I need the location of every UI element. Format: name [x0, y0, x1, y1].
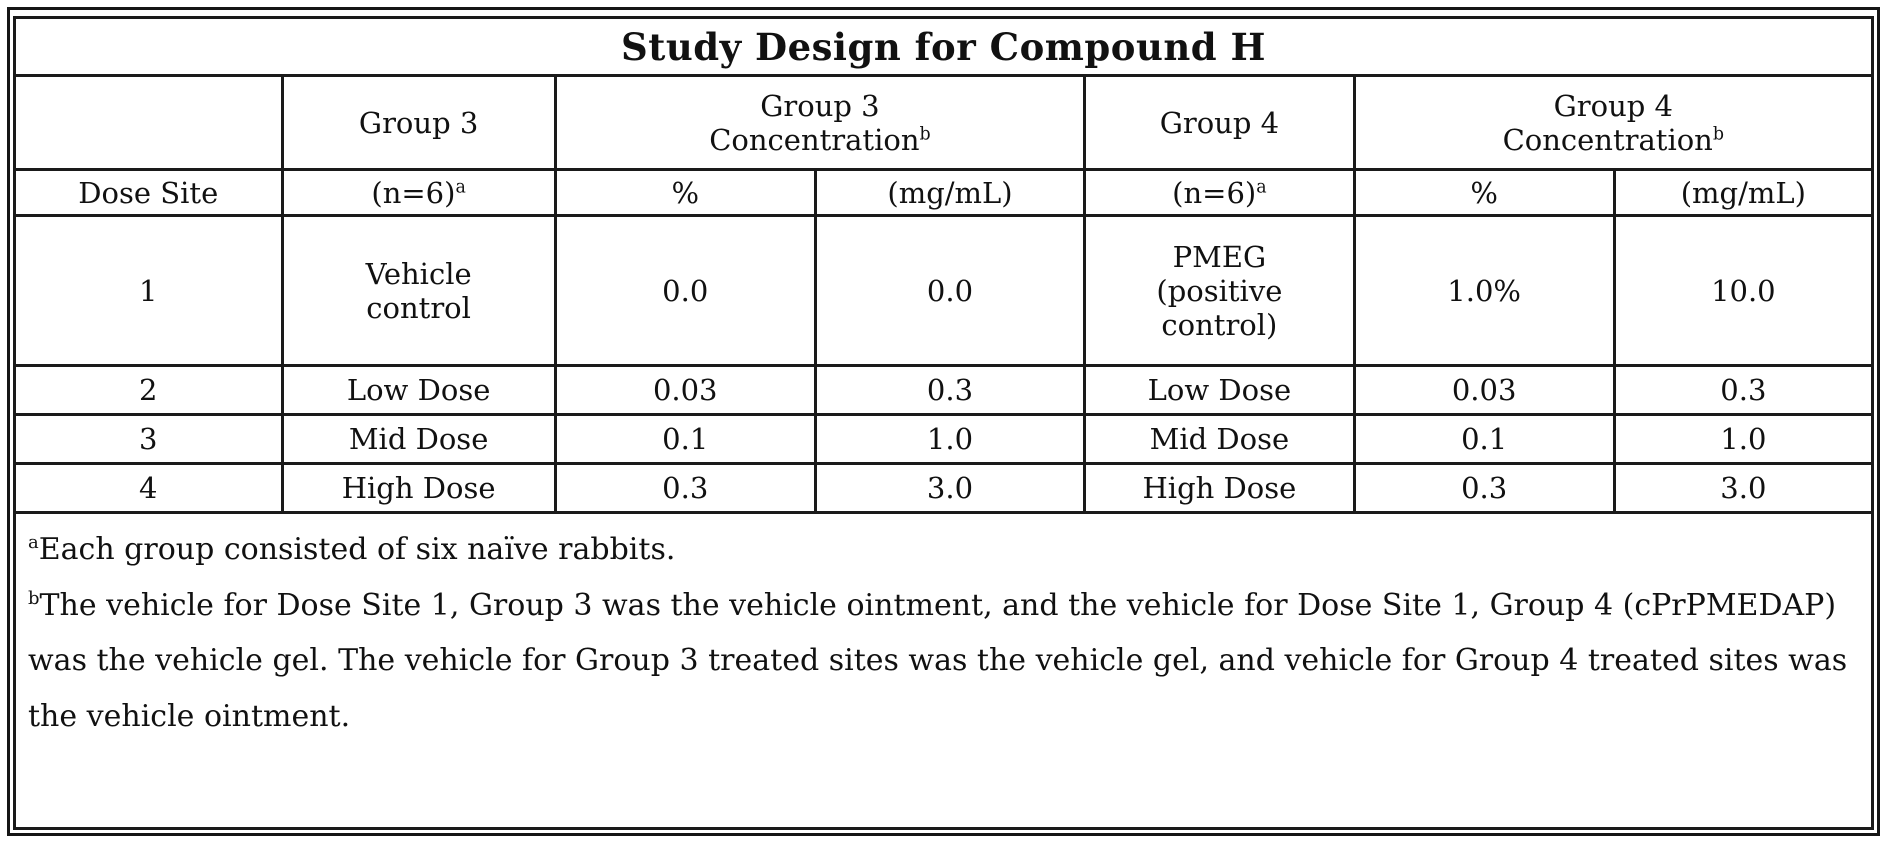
g4-treatment-cell: Low Dose	[1085, 366, 1354, 415]
g3-percent-cell: 0.3	[555, 464, 815, 513]
table-row	[15, 366, 1873, 415]
header-row-units	[15, 170, 1873, 216]
col-header-group4	[1085, 76, 1354, 170]
g3-percent-cell: 0.1	[555, 415, 815, 464]
col-header-g3-percent: %	[555, 170, 815, 216]
col-header-g4-mgml: (mg/mL)	[1614, 170, 1872, 216]
footnote-a-marker: a	[28, 532, 39, 553]
g4-n-label: (n=6)	[1172, 175, 1257, 210]
group3-label: Group 3	[358, 105, 479, 140]
g4-mgml-cell: 3.0	[1614, 464, 1872, 513]
g4-mgml-cell: 0.3	[1614, 366, 1872, 415]
footnote-a-text: Each group consisted of six naïve rabbits.	[38, 532, 676, 567]
g3-mgml-cell: 0.0	[815, 216, 1084, 366]
g4-percent-cell: 0.1	[1354, 415, 1614, 464]
g4-treatment-cell: PMEG (positive control)	[1085, 216, 1354, 366]
g4-treatment-cell: Mid Dose	[1085, 415, 1354, 464]
table-row	[15, 216, 1873, 366]
table-row	[15, 464, 1873, 513]
col-header-group3	[282, 76, 555, 170]
g3-treatment-cell: Vehicle control	[282, 216, 555, 366]
g4-percent-cell: 1.0%	[1354, 216, 1614, 366]
g4-treatment-cell: High Dose	[1085, 464, 1354, 513]
footnote-a	[28, 522, 1857, 578]
empty-corner-cell	[15, 76, 283, 170]
col-header-g3-mgml: (mg/mL)	[815, 170, 1084, 216]
dose-site-cell: 1	[15, 216, 283, 366]
footnotes-row	[15, 513, 1873, 829]
header-row-groups	[15, 76, 1873, 170]
title-row	[15, 18, 1873, 76]
g3-percent-cell: 0.03	[555, 366, 815, 415]
col-header-g3-n	[282, 170, 555, 216]
dose-site-cell: 4	[15, 464, 283, 513]
col-header-g4-n	[1085, 170, 1354, 216]
superscript-b: b	[919, 123, 931, 144]
dose-site-cell: 3	[15, 415, 283, 464]
group4-concentration-label: Group 4 Concentration	[1502, 88, 1713, 157]
table-row	[15, 415, 1873, 464]
g3-mgml-cell: 0.3	[815, 366, 1084, 415]
table-title: Study Design for Compound H	[15, 18, 1873, 76]
g4-percent-cell: 0.3	[1354, 464, 1614, 513]
col-header-dose-site: Dose Site	[15, 170, 283, 216]
group3-concentration-label: Group 3 Concentration	[709, 88, 920, 157]
footnote-b	[28, 578, 1857, 745]
g3-percent-cell: 0.0	[555, 216, 815, 366]
study-design-table	[13, 16, 1874, 830]
g3-treatment-cell: High Dose	[282, 464, 555, 513]
table-frame	[7, 7, 1880, 836]
col-header-group4-concentration	[1354, 76, 1872, 170]
group4-label: Group 4	[1159, 105, 1280, 140]
g3-treatment-cell: Mid Dose	[282, 415, 555, 464]
g3-mgml-cell: 1.0	[815, 415, 1084, 464]
footnotes-cell	[15, 513, 1873, 829]
g4-mgml-cell: 1.0	[1614, 415, 1872, 464]
superscript-a: a	[1256, 176, 1267, 197]
g3-mgml-cell: 3.0	[815, 464, 1084, 513]
superscript-b: b	[1712, 123, 1724, 144]
col-header-group3-concentration	[555, 76, 1085, 170]
col-header-g4-percent: %	[1354, 170, 1614, 216]
superscript-a: a	[455, 176, 466, 197]
dose-site-cell: 2	[15, 366, 283, 415]
footnote-b-marker: b	[28, 587, 40, 609]
g4-percent-cell: 0.03	[1354, 366, 1614, 415]
footnote-b-text: The vehicle for Dose Site 1, Group 3 was the vehicle ointment, and the vehicle for Dose Site 1, Group 4 (cPrPMEDAP) was the vehicle gel. The vehicle for Group 3 treated sites was the vehicle gel, and vehicle for Group 4 treated sites was the vehicle ointment.	[28, 587, 1848, 734]
g3-n-label: (n=6)	[371, 175, 456, 210]
g3-treatment-cell: Low Dose	[282, 366, 555, 415]
g4-mgml-cell: 10.0	[1614, 216, 1872, 366]
